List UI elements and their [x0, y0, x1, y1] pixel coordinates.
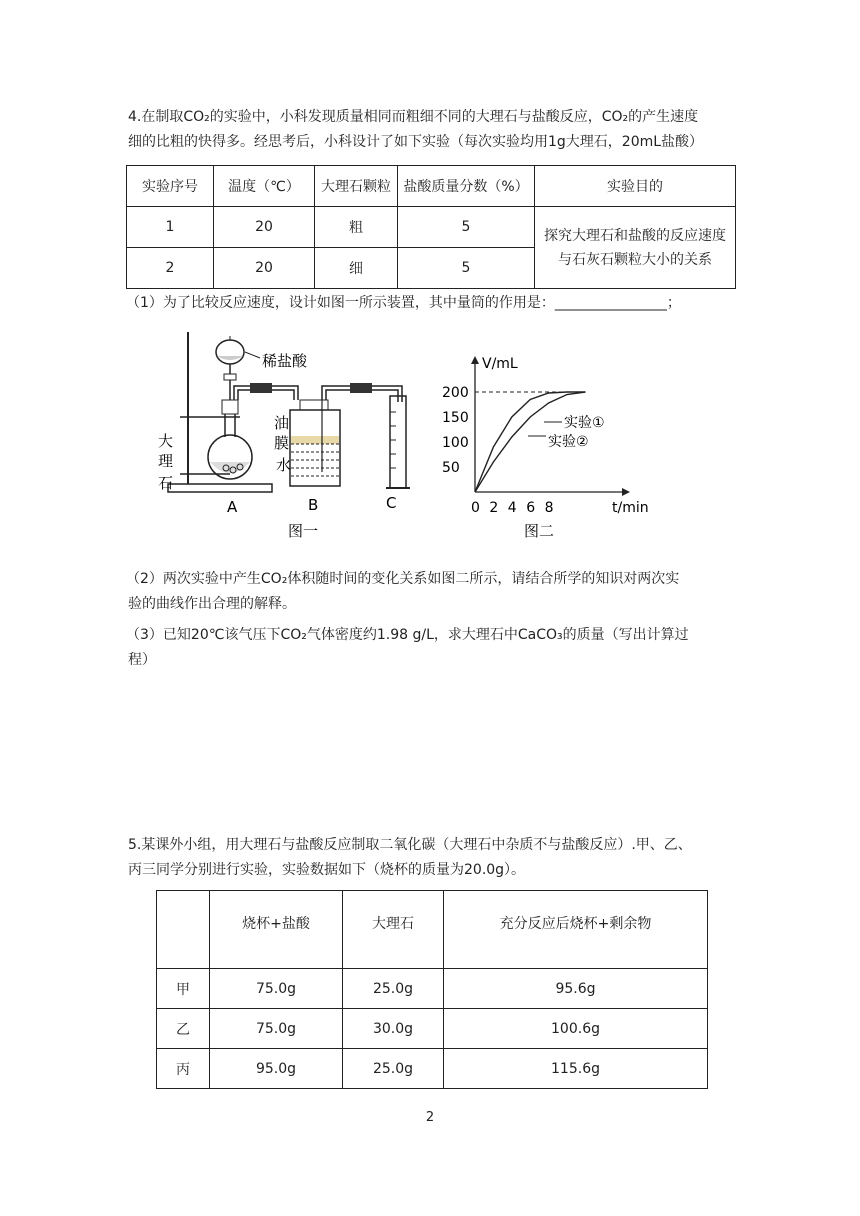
q4-th: 实验序号 [127, 166, 214, 207]
y-tick-label: 50 [442, 460, 460, 476]
y-tick-label: 100 [442, 435, 469, 451]
q5-cell: 95.0g [210, 1049, 343, 1089]
q4-sub3-line1: （3）已知20℃该气压下CO₂气体密度约1.98 g/L，求大理石中CaCO₃的质量（写出计算过 [126, 627, 689, 643]
q4-line1: 4.在制取CO₂的实验中，小科发现质量相同而粗细不同的大理石与盐酸反应，CO₂的产生速度 [128, 109, 699, 125]
q4-sub2-line1: （2）两次实验中产生CO₂体积随时间的变化关系如图二所示，请结合所学的知识对两次实 [126, 571, 680, 587]
q4-th: 大理石颗粒 [315, 166, 398, 207]
q4-cell: 5 [398, 248, 535, 289]
y-tick-label: 150 [442, 410, 469, 426]
q4-table [126, 165, 736, 289]
x-tick-label: 4 [507, 500, 517, 516]
x-tick-label: 0 [471, 500, 480, 516]
q4-cell: 1 [127, 207, 214, 248]
figure-2-caption: 图二 [524, 522, 555, 540]
q4-th: 盐酸质量分数（%） [398, 166, 535, 207]
q5-cell: 丙 [157, 1049, 210, 1089]
q4-cell: 细 [315, 248, 398, 289]
x-tick-label: 2 [489, 500, 499, 516]
x-axis-label: t/min [612, 500, 649, 516]
q4-cell: 20 [214, 248, 315, 289]
y-axis-label: V/mL [482, 356, 518, 372]
q4-cell: 20 [214, 207, 315, 248]
q5-cell: 75.0g [210, 1009, 343, 1049]
legend-experiment-2: 实验② [548, 434, 589, 450]
q5-table [156, 890, 708, 1089]
page-number: 2 [425, 1110, 435, 1125]
q5-th [157, 891, 210, 969]
q5-cell: 甲 [157, 969, 210, 1009]
q4-th: 实验目的 [535, 166, 736, 207]
x-tick-label: 6 [526, 500, 536, 516]
label-b: B [308, 496, 319, 514]
q5-cell: 乙 [157, 1009, 210, 1049]
oil-label-2: 膜 [274, 434, 290, 452]
figure-1-caption: 图一 [288, 522, 319, 540]
acid-label: 稀盐酸 [262, 352, 308, 370]
figure-2-chart [440, 352, 649, 542]
q5-cell: 115.6g [444, 1049, 708, 1089]
q5-cell: 30.0g [343, 1009, 444, 1049]
q5-cell: 75.0g [210, 969, 343, 1009]
label-a: A [227, 498, 238, 516]
label-c: C [386, 494, 397, 512]
q4-line2: 细的比粗的快得多。经思考后，小科设计了如下实验（每次实验均用1g大理石，20mL盐酸） [128, 134, 704, 150]
q4-sub2-line2: 验的曲线作出合理的解释。 [128, 596, 296, 612]
q5-cell: 100.6g [444, 1009, 708, 1049]
marble-label-3: 石 [158, 474, 174, 492]
q5-th: 大理石 [343, 891, 444, 969]
q5-cell: 25.0g [343, 969, 444, 1009]
q4-goal-cell: 探究大理石和盐酸的反应速度与石灰石颗粒大小的关系 [535, 207, 736, 289]
q4-cell: 5 [398, 207, 535, 248]
water-label: 水 [276, 456, 292, 474]
marble-label-1: 大 [158, 432, 174, 450]
legend-experiment-1: 实验① [564, 415, 605, 431]
q5-line1: 5.某课外小组，用大理石与盐酸反应制取二氧化碳（大理石中杂质不与盐酸反应）.甲、乙、 [128, 837, 692, 853]
q5-th: 充分反应后烧杯+剩余物 [444, 891, 708, 969]
oil-label-1: 油 [274, 414, 290, 432]
y-tick-label: 200 [442, 385, 469, 401]
q5-cell: 95.6g [444, 969, 708, 1009]
q5-th: 烧杯+盐酸 [210, 891, 343, 969]
q4-cell: 2 [127, 248, 214, 289]
figure-1-apparatus [150, 322, 420, 547]
q5-cell: 25.0g [343, 1049, 444, 1089]
x-tick-label: 8 [544, 500, 554, 516]
q4-cell: 粗 [315, 207, 398, 248]
q5-line2: 丙三同学分别进行实验，实验数据如下（烧杯的质量为20.0g）。 [128, 862, 526, 878]
q4-th: 温度（℃） [214, 166, 315, 207]
q4-sub3-line2: 程） [128, 652, 156, 668]
marble-label-2: 理 [158, 452, 174, 470]
q4-sub1: （1）为了比较反应速度，设计如图一所示装置，其中量筒的作用是：________________； [126, 295, 681, 311]
